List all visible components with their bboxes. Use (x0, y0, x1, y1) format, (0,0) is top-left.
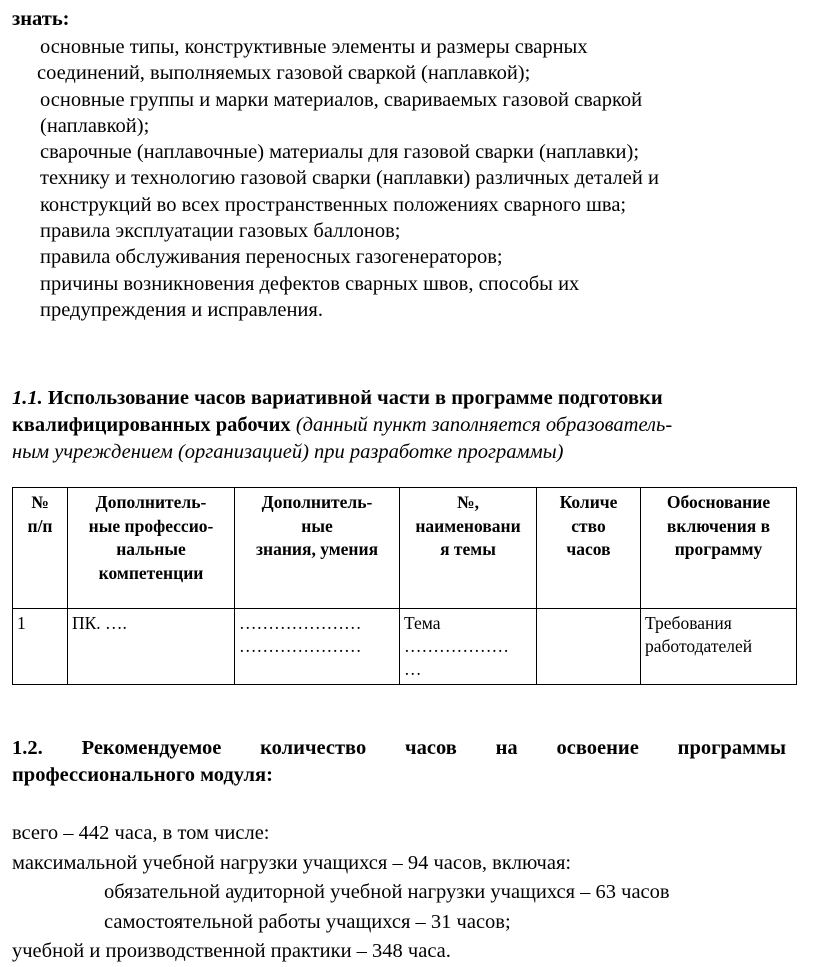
know-list-line: правила обслуживания переносных газогенераторов; (40, 246, 503, 269)
section-1-2-title-line1 (12, 735, 786, 762)
section-1-1-line2 (12, 412, 792, 439)
practice-hours: учебной и производственной практики – 348 часа. (12, 940, 451, 962)
cell-justification: Требования работодателей (641, 609, 797, 685)
section-1-2-word: количество (260, 737, 367, 759)
know-heading: знать: (12, 8, 70, 30)
cell-hours (537, 609, 641, 685)
know-list-line: технику и технологию газовой сварки (наплавки) различных деталей и (40, 167, 659, 190)
cell-competency: ПК. …. (68, 609, 235, 685)
col-header-topic: №, наименовани я темы (400, 488, 537, 609)
independent-work-hours: самостоятельной работы учащихся – 31 часов; (104, 910, 511, 933)
section-1-2-word: Рекомендуемое (81, 737, 222, 759)
know-list-line: сварочные (наплавочные) материалы для газовой сварки (наплавки); (40, 141, 640, 164)
col-header-knowledge: Дополнитель- ные знания, умения (235, 488, 400, 609)
know-list-line: соединений, выполняемых газовой сваркой (наплавкой); (37, 62, 531, 85)
cell-knowledge: ………………… ………………… (235, 609, 400, 685)
hours-summary (12, 819, 802, 967)
know-list-line: предупреждения и исправления. (40, 298, 323, 321)
classroom-hours: обязательной аудиторной учебной нагрузки учащихся – 63 часов (104, 881, 670, 903)
section-1-1-title-cont: квалифицированных рабочих (12, 414, 291, 436)
know-list-line: конструкций во всех пространственных положениях сварного шва; (40, 193, 627, 216)
table-row (13, 609, 797, 685)
table-header-row (13, 488, 797, 609)
section-1-2-word: программы (677, 737, 786, 759)
know-list (37, 34, 800, 323)
col-header-competencies: Дополнитель- ные профессио- нальные компетенции (68, 488, 235, 609)
col-header-hours: Количе ство часов (537, 488, 641, 609)
section-1-1-note-cont: ным учреждением (организацией) при разработке программы) (12, 441, 564, 463)
max-load-hours: максимальной учебной нагрузки учащихся – 94 часов, включая: (12, 851, 572, 874)
section-1-2-word: 1.2. (12, 737, 43, 759)
competencies-table (12, 487, 797, 685)
know-list-line: основные типы, конструктивные элементы и размеры сварных (40, 36, 588, 58)
section-1-1-note: (данный пункт заполняется образователь- (295, 414, 673, 436)
know-list-line: основные группы и марки материалов, свариваемых газовой сваркой (40, 88, 643, 111)
know-list-line: причины возникновения дефектов сварных швов, способы их (40, 272, 580, 295)
section-1-1-number: 1.1. (12, 387, 43, 409)
section-1-2-title-line2: профессионального модуля: (12, 764, 273, 786)
know-list-line: (наплавкой); (40, 114, 150, 137)
section-1-2-word: на (495, 737, 518, 759)
cell-topic: Тема ……………… … (400, 609, 537, 685)
total-hours: всего – 442 часа, в том числе: (12, 822, 270, 844)
section-1-1-line1 (12, 385, 792, 412)
col-header-justification: Обоснование включения в программу (641, 488, 797, 609)
col-header-number: № п/п (13, 488, 68, 609)
know-list-line: правила эксплуатации газовых баллонов; (40, 220, 401, 243)
section-1-2-word: освоение (556, 737, 639, 759)
section-1-1-title: Использование часов вариативной части в программе подготовки (47, 387, 663, 409)
section-1-2-word: часов (405, 737, 457, 759)
section-1-2 (12, 735, 786, 789)
cell-number: 1 (13, 609, 68, 685)
section-1-1 (12, 385, 792, 466)
